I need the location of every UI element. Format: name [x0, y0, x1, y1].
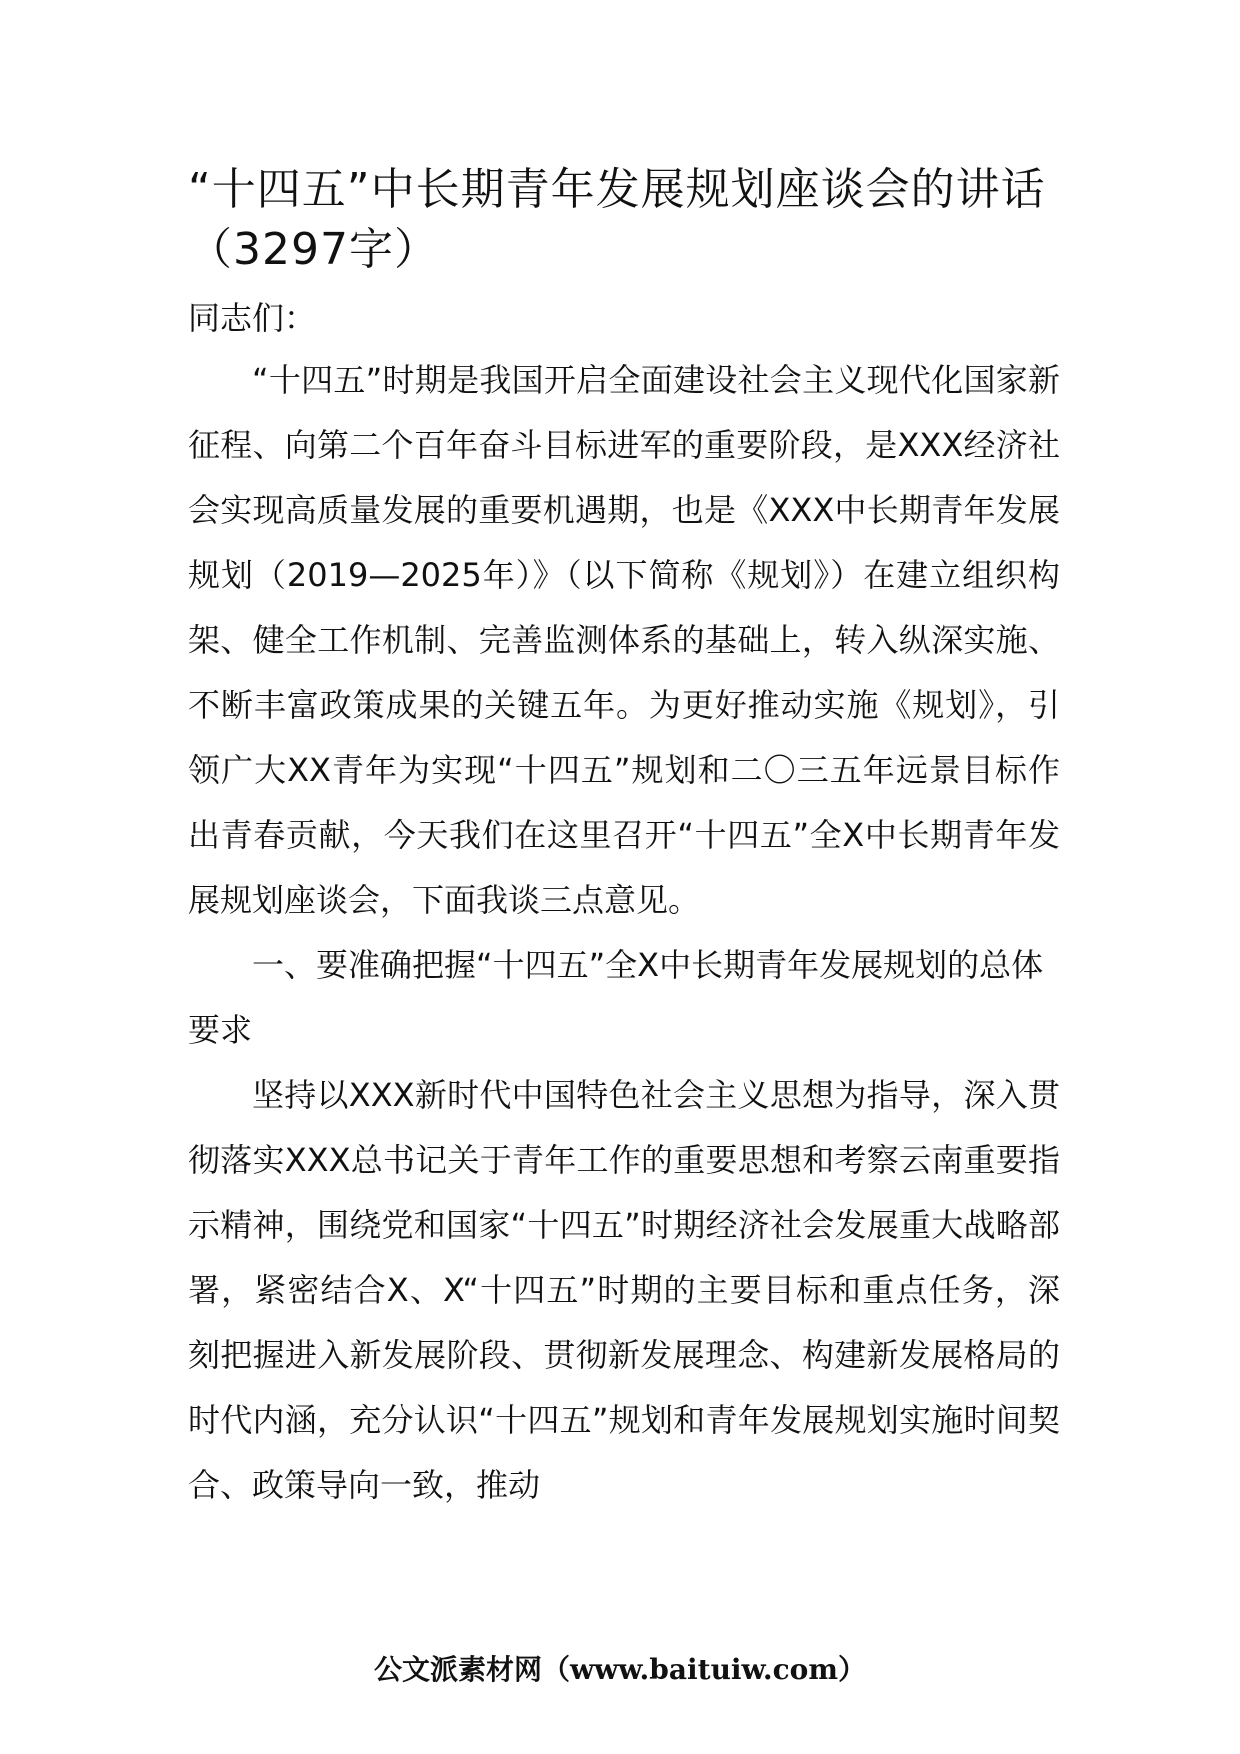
section-1-heading: 一、要准确把握“十四五”全X中长期青年发展规划的总体要求 — [188, 946, 1044, 1049]
intro-paragraph: “十四五”时期是我国开启全面建设社会主义现代化国家新征程、向第二个百年奋斗目标进军的重要阶段，是XXX经济社会实现高质量发展的重要机遇期，也是《XXX中长期青年发展规划（2019—2025年）》（以下简称《规划》）在建立组织构架、健全工作机制、完善监测体系的基础上，转入纵深实施、不断丰富政策成果的关键五年。为更好推动实施《规划》，引领广大XX青年为实现“十四五”规划和二〇三五年远景目标作出青春贡献，今天我们在这里召开“十四五”全X中长期青年发展规划座谈会，下面我谈三点意见。 — [188, 361, 1060, 919]
footer-watermark: 公文派素材网（www.baituiw.com） — [374, 1653, 866, 1686]
document-title: “十四五”中长期青年发展规划座谈会的讲话（3297字） — [188, 164, 1046, 275]
document-page — [188, 160, 1060, 1518]
salutation: 同志们： — [188, 299, 317, 337]
section-1-paragraph: 坚持以XXX新时代中国特色社会主义思想为指导，深入贯彻落实XXX总书记关于青年工作的重要思想和考察云南重要指示精神，围绕党和国家“十四五”时期经济社会发展重大战略部署，紧密结合X、X“十四五”时期的主要目标和重点任务，深刻把握进入新发展阶段、贯彻新发展理念、构建新发展格局的时代内涵，充分认识“十四五”规划和青年发展规划实施时间契合、政策导向一致，推动 — [188, 1076, 1060, 1504]
